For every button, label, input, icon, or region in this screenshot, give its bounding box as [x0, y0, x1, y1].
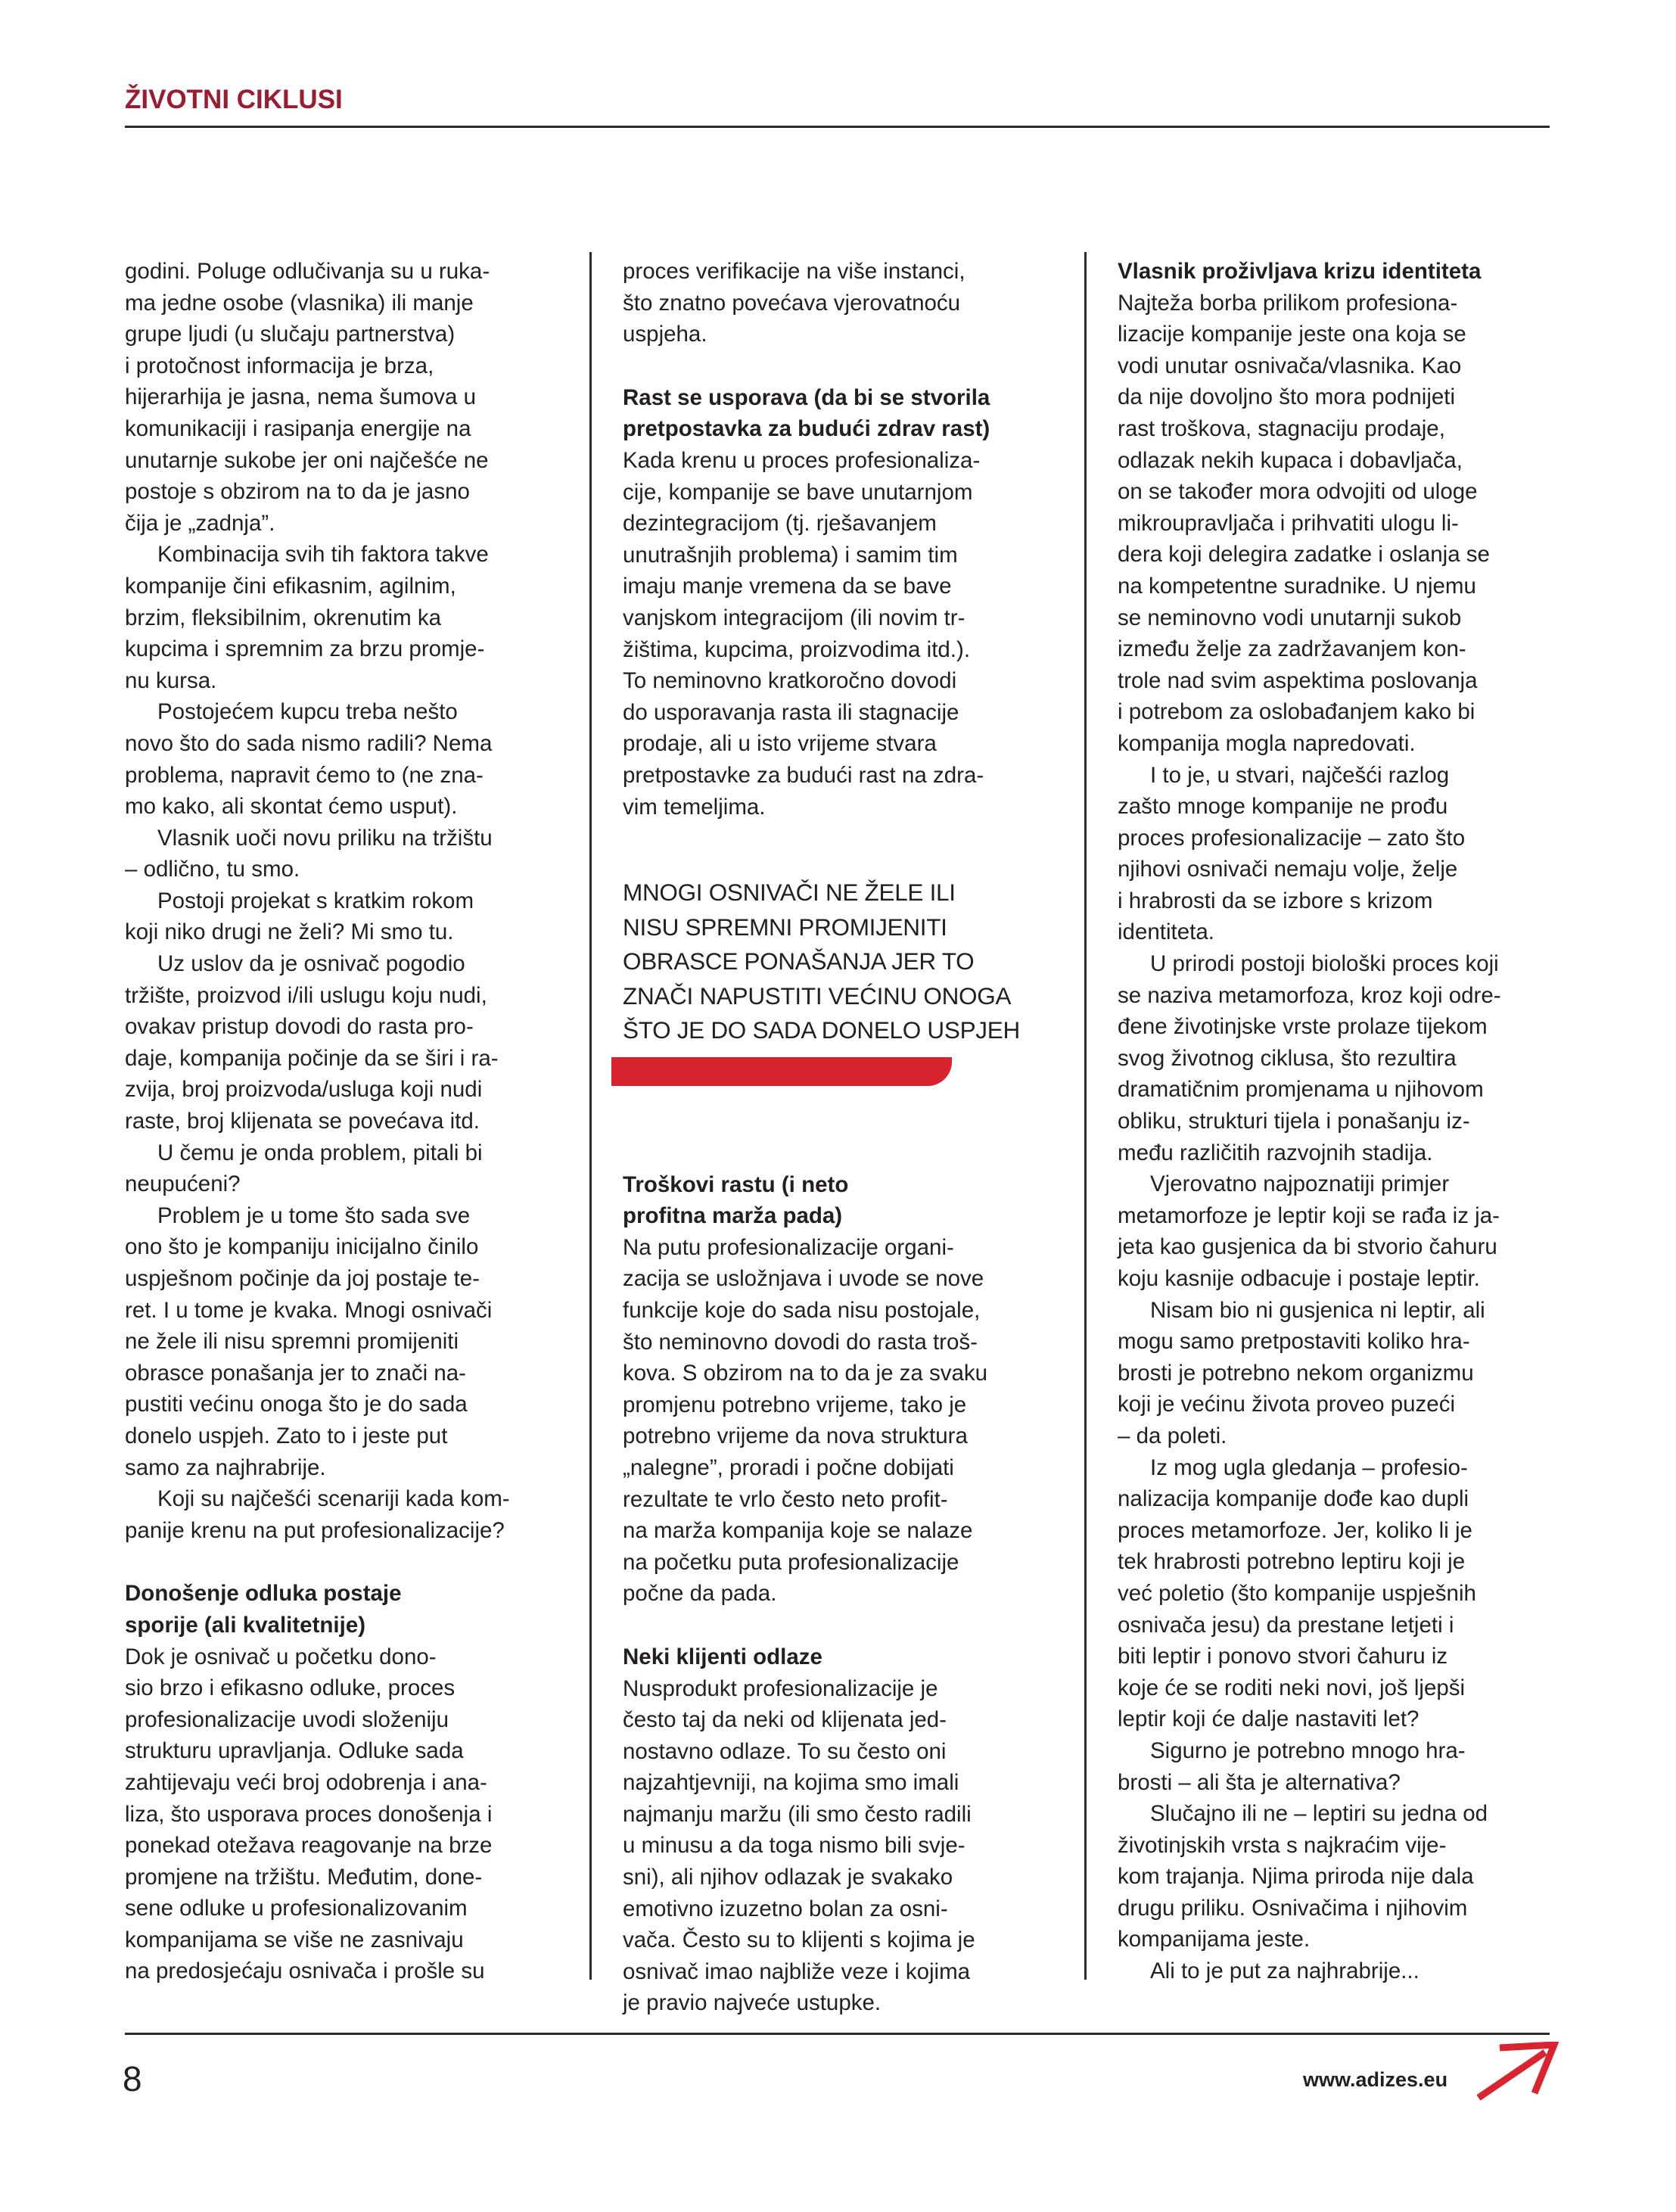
body-text-line: na predosjećaju osnivača i prošle su	[125, 1958, 485, 1984]
body-text-line: Koji su najčešći scenariji kada kom-	[157, 1486, 510, 1512]
body-text-line: često taj da neki od klijenata jed-	[623, 1707, 947, 1733]
body-text-line: u minusu a da toga nismo bili svje-	[623, 1833, 965, 1859]
body-text-line: Problem je u tome što sada sve	[157, 1202, 471, 1228]
body-text-line: strukturu upravljanja. Odluke sada	[125, 1738, 464, 1764]
body-text-line	[623, 350, 1062, 382]
body-text-line: životinjskih vrsta s najkraćim vije-	[1118, 1832, 1447, 1858]
body-text-line: đene životinjske vrste prolaze tijekom	[1118, 1014, 1488, 1040]
body-text-line: Nusprodukt profesionalizacije je	[623, 1675, 938, 1701]
page-number: 8	[123, 2059, 142, 2098]
website-link[interactable]: www.adizes.eu	[1303, 2068, 1448, 2091]
body-text-line: da nije dovoljno što mora podnijeti	[1118, 384, 1456, 410]
body-text-line: rezultate te vrlo često neto profit-	[623, 1486, 948, 1512]
body-text-line: Postoji projekat s kratkim rokom	[157, 888, 474, 913]
body-text-line: Dok je osnivač u početku dono-	[125, 1644, 437, 1669]
body-text-line: rast troškova, stagnaciju prodaje,	[1118, 415, 1445, 441]
body-text-line: zahtijevaju veći broj odobrenja i ana-	[125, 1769, 487, 1795]
body-text-line: postoje s obzirom na to da je jasno	[125, 479, 470, 505]
column-2-bottom-text	[623, 1169, 1062, 2019]
section-title: ŽIVOTNI CIKLUSI	[125, 85, 343, 114]
body-text-line: Postojećem kupcu treba nešto	[157, 699, 458, 725]
body-text-line: U čemu je onda problem, pitali bi	[157, 1140, 483, 1165]
body-text-line: na početku puta profesionalizacije	[623, 1549, 959, 1575]
column-2-top-text	[623, 256, 1062, 823]
body-text-line: već poletio (što kompanije uspješnih	[1118, 1580, 1476, 1606]
body-text-line: hijerarhija je jasna, nema šumova u	[125, 384, 477, 410]
body-text-line: promjene na tržištu. Međutim, done-	[125, 1864, 483, 1890]
body-text-line: Vjerovatno najpoznatiji primjer	[1150, 1171, 1450, 1197]
body-text-line: odlazak nekih kupaca i dobavljača,	[1118, 447, 1463, 473]
body-text-line: do usporavanja rasta ili stagnacije	[623, 699, 959, 725]
body-text-line: Kombinacija svih tih faktora takve	[157, 542, 489, 568]
header-rule	[125, 126, 1550, 128]
body-text-line: ponekad otežava reagovanje na brze	[125, 1833, 493, 1859]
pull-quote-line: ZNAČI NAPUSTITI VEĆINU ONOGA	[623, 982, 1012, 1010]
body-text-line: profesionalizacije uvodi složeniju	[125, 1706, 449, 1732]
body-text-line: dramatičnim promjenama u njihovom	[1118, 1077, 1484, 1103]
body-text-line: žištima, kupcima, proizvodima itd.).	[623, 636, 971, 662]
body-text-line: dezintegracijom (tj. rješavanjem	[623, 511, 937, 537]
body-text-line: novo što do sada nismo radili? Nema	[125, 730, 493, 756]
body-text-line: funkcije koje do sada nisu postojale,	[623, 1297, 981, 1323]
body-text-line: – da poleti.	[1118, 1423, 1227, 1448]
body-text-line: što neminovno dovodi do rasta troš-	[623, 1329, 978, 1355]
body-text-line: proces verifikacije na više instanci,	[623, 259, 965, 284]
body-text-line: Ali to je put za najhrabrije...	[1150, 1958, 1419, 1984]
body-text-line: između želje za zadržavanjem kon-	[1118, 636, 1466, 662]
body-text-line: donelo uspjeh. Zato to i jeste put	[125, 1423, 448, 1448]
pull-quote-line: OBRASCE PONAŠANJA JER TO	[623, 947, 975, 975]
section-subheading: pretpostavka za budući zdrav rast)	[623, 416, 990, 442]
pull-quote-line: ŠTO JE DO SADA DONELO USPJEH	[623, 1016, 1020, 1044]
body-text-line: imaju manje vremena da se bave	[623, 574, 952, 599]
section-subheading: Troškovi rastu (i neto	[623, 1171, 849, 1197]
body-text-line: osnivač imao najbliže veze i kojima	[623, 1958, 971, 1984]
body-text-line: sio brzo i efikasno odluke, proces	[125, 1675, 456, 1701]
section-subheading: Rast se usporava (da bi se stvorila	[623, 384, 990, 410]
body-text-line: pretpostavke za budući rast na zdra-	[623, 762, 984, 788]
body-text-line: najzahtjevniji, na kojima smo imali	[623, 1770, 959, 1796]
body-text-line: kompanijama se više ne zasnivaju	[125, 1927, 464, 1952]
body-text-line: mikroupravljača i prihvatiti ulogu li-	[1118, 510, 1459, 536]
body-text-line: čija je „zadnja”.	[125, 510, 275, 536]
body-text-line: proces metamorfoze. Jer, koliko li je	[1118, 1517, 1472, 1543]
body-text-line: biti leptir i ponovo stvori čahuru iz	[1118, 1644, 1448, 1669]
body-text-line: komunikaciji i rasipanja energije na	[125, 415, 471, 441]
body-text-line: kompanijama jeste.	[1118, 1927, 1311, 1952]
body-text-line: unutrašnjih problema) i samim tim	[623, 542, 958, 568]
body-text-line: brzim, fleksibilnim, okrenutim ka	[125, 605, 442, 630]
body-text-line: je pravio najveće ustupke.	[623, 1990, 882, 2016]
body-text-line: Slučajno ili ne – leptiri su jedna od	[1150, 1801, 1488, 1827]
article-column-1	[125, 256, 564, 1987]
body-text-line: vača. Često su to klijenti s kojima je	[623, 1927, 975, 1953]
section-subheading: Vlasnik proživljava krizu identiteta	[1118, 259, 1482, 284]
body-text-line: na marža kompanija koje se nalaze	[623, 1518, 973, 1544]
red-arrow-icon	[1475, 2042, 1559, 2102]
body-text-line: njihovi osnivači nemaju volje, želje	[1118, 857, 1458, 882]
body-text-line: zašto mnoge kompanije ne prođu	[1118, 794, 1448, 820]
body-text-line: kompanija mogla napredovati.	[1118, 730, 1416, 756]
body-text-line: prodaje, ali u isto vrijeme stvara	[623, 731, 937, 757]
body-text-line: kupcima i spremnim za brzu promje-	[125, 636, 485, 662]
body-text-line: počne da pada.	[623, 1581, 777, 1607]
body-text-line: dera koji delegira zadatke i oslanja se	[1118, 542, 1490, 568]
column-divider-1	[589, 252, 592, 1980]
body-text-line: Iz mog ugla gledanja – profesio-	[1150, 1454, 1468, 1480]
body-text-line: uspjeha.	[623, 322, 707, 347]
body-text-line: svog životnog ciklusa, što rezultira	[1118, 1045, 1457, 1071]
body-text-line: vanjskom integracijom (ili novim tr-	[623, 605, 965, 630]
body-text-line: tek hrabrosti potrebno leptiru koji je	[1118, 1549, 1466, 1575]
body-text-line: na kompetentne suradnike. U njemu	[1118, 573, 1476, 599]
body-text-line: Uz uslov da je osnivač pogodio	[157, 951, 465, 977]
body-text-line: leptir koji će dalje nastaviti let?	[1118, 1706, 1419, 1732]
body-text-line: koji je većinu života proveo puzeći	[1118, 1392, 1456, 1417]
body-text-line: Nisam bio ni gusjenica ni leptir, ali	[1150, 1297, 1485, 1323]
body-text-line: promjenu potrebno vrijeme, tako je	[623, 1392, 967, 1417]
body-text-line: identiteta.	[1118, 919, 1214, 945]
body-text-line: Kada krenu u proces profesionaliza-	[623, 447, 981, 473]
body-text-line: ma jedne osobe (vlasnika) ili manje	[125, 290, 474, 316]
body-text-line: brosti je potrebno nekom organizmu	[1118, 1360, 1474, 1386]
body-text-line: jeta kao gusjenica da bi stvorio čahuru	[1118, 1234, 1497, 1260]
body-text-line: zvija, broj proizvoda/usluga koji nudi	[125, 1077, 483, 1103]
body-text-line: Sigurno je potrebno mnogo hra-	[1150, 1738, 1466, 1763]
body-text-line	[125, 1546, 564, 1578]
body-text-line: trole nad svim aspektima poslovanja	[1118, 667, 1478, 693]
pull-quote-line: MNOGI OSNIVAČI NE ŽELE ILI	[623, 879, 956, 907]
body-text-line: cije, kompanije se bave unutarnjom	[623, 479, 973, 505]
body-text-line: I to je, u stvari, najčešći razlog	[1150, 762, 1450, 788]
pull-quote	[623, 876, 1062, 1048]
body-text-line: drugu priliku. Osnivačima i njihovim	[1118, 1895, 1468, 1921]
body-text-line: nostavno odlaze. To su često oni	[623, 1738, 947, 1764]
body-text-line: grupe ljudi (u slučaju partnerstva)	[125, 322, 456, 347]
body-text-line: vodi unutar osnivača/vlasnika. Kao	[1118, 353, 1462, 378]
section-subheading: Donošenje odluka postaje	[125, 1581, 402, 1607]
body-text-line: metamorfoze je leptir koji se rađa iz ja-	[1118, 1202, 1500, 1228]
body-text-line: i hrabrosti da se izbore s krizom	[1118, 888, 1433, 913]
body-text-line: nalizacija kompanije dođe kao dupli	[1118, 1486, 1469, 1512]
body-text-line: ne žele ili nisu spremni promijeniti	[125, 1329, 459, 1355]
body-text-line: problema, napravit ćemo to (ne zna-	[125, 762, 484, 788]
body-text-line: mo kako, ali skontat ćemo usput).	[125, 794, 458, 820]
article-column-3	[1118, 256, 1556, 1987]
pull-quote-line: NISU SPREMNI PROMIJENITI	[623, 913, 947, 941]
body-text-line: neupućeni?	[125, 1171, 241, 1197]
body-text-line: nu kursa.	[125, 667, 217, 693]
body-text-line: brosti – ali šta je alternativa?	[1118, 1769, 1401, 1795]
body-text-line: To neminovno kratkoročno dovodi	[623, 668, 957, 694]
body-text-line: koju kasnije odbacuje i postaje leptir.	[1118, 1266, 1480, 1291]
body-text-line: najmanju maržu (ili smo često radili	[623, 1801, 972, 1827]
body-text-line: potrebno vrijeme da nova struktura	[623, 1423, 968, 1449]
body-text-line: i protočnost informacija je brza,	[125, 353, 434, 378]
section-subheading: profitna marža pada)	[623, 1203, 843, 1229]
body-text-line: U prirodi postoji biološki proces koji	[1150, 951, 1499, 977]
body-text-line: raste, broj klijenata se povećava itd.	[125, 1109, 480, 1134]
body-text-line: on se također mora odvojiti od uloge	[1118, 479, 1478, 505]
body-text-line: ret. I u tome je kvaka. Mnogi osnivači	[125, 1297, 493, 1323]
body-text-line: koje će se roditi neki novi, još ljepši	[1118, 1675, 1466, 1700]
body-text-line: vim temeljima.	[623, 794, 766, 820]
body-text-line: kom trajanja. Njima priroda nije dala	[1118, 1864, 1474, 1890]
body-text-line: – odlično, tu smo.	[125, 857, 300, 882]
body-text-line: emotivno izuzetno bolan za osni-	[623, 1896, 948, 1921]
body-text-line: „nalegne”, proradi i počne dobijati	[623, 1454, 954, 1480]
article-column-2	[623, 256, 1062, 2019]
body-text-line: koji niko drugi ne želi? Mi smo tu.	[125, 919, 454, 945]
body-text-line: obliku, strukturi tijela i ponašanju iz-	[1118, 1109, 1470, 1134]
column-divider-2	[1084, 252, 1087, 1980]
body-text-line: što znatno povećava vjerovatnoću	[623, 290, 961, 316]
body-text-line: mogu samo pretpostaviti koliko hra-	[1118, 1329, 1470, 1355]
body-text-line: unutarnje sukobe jer oni najčešće ne	[125, 447, 489, 473]
body-text-line: sni), ali njihov odlazak je svakako	[623, 1865, 953, 1890]
body-text-line: ovakav pristup dovodi do rasta pro-	[125, 1014, 474, 1040]
body-text-line: kompanije čini efikasnim, agilnim,	[125, 573, 456, 599]
body-text-line: pustiti većinu onoga što je do sada	[125, 1392, 468, 1417]
body-text-line: među različitih razvojnih stadija.	[1118, 1140, 1433, 1165]
body-text-line: se naziva metamorfoza, kroz koji odre-	[1118, 982, 1501, 1008]
body-text-line: tržište, proizvod i/ili uslugu koju nudi,	[125, 982, 487, 1008]
body-text-line: zacija se usložnjava i uvode se nove	[623, 1266, 984, 1292]
body-text-line: samo za najhrabrije.	[125, 1454, 326, 1480]
section-subheading: Neki klijenti odlaze	[623, 1644, 822, 1669]
body-text-line	[623, 1610, 1062, 1641]
body-text-line: daje, kompanija počinje da se širi i ra-	[125, 1045, 499, 1071]
body-text-line: Na putu profesionalizacije organi-	[623, 1234, 954, 1260]
body-text-line: se neminovno vodi unutarnji sukob	[1118, 605, 1462, 630]
pull-quote-accent-bar	[611, 1057, 952, 1086]
body-text-line: liza, što usporava proces donošenja i	[125, 1801, 493, 1827]
body-text-line: Vlasnik uoči novu priliku na tržištu	[157, 825, 493, 851]
section-subheading: sporije (ali kvalitetnije)	[125, 1612, 366, 1638]
body-text-line: godini. Poluge odlučivanja su u ruka-	[125, 259, 490, 284]
body-text-line: lizacije kompanije jeste ona koja se	[1118, 322, 1466, 347]
body-text-line: uspješnom počinje da joj postaje te-	[125, 1266, 480, 1291]
body-text-line: proces profesionalizacije – zato što	[1118, 825, 1466, 851]
body-text-line: kova. S obzirom na to da je za svaku	[623, 1361, 988, 1386]
body-text-line: panije krenu na put profesionalizacije?	[125, 1517, 505, 1543]
body-text-line: sene odluke u profesionalizovanim	[125, 1896, 468, 1921]
body-text-line: ono što je kompaniju inicijalno činilo	[125, 1234, 479, 1260]
body-text-line: obrasce ponašanja jer to znači na-	[125, 1360, 466, 1386]
body-text-line: Najteža borba prilikom profesiona-	[1118, 290, 1458, 316]
footer-rule	[125, 2033, 1550, 2035]
body-text-line: osnivača jesu) da prestane letjeti i	[1118, 1612, 1454, 1638]
body-text-line: i potrebom za oslobađanjem kako bi	[1118, 699, 1475, 725]
